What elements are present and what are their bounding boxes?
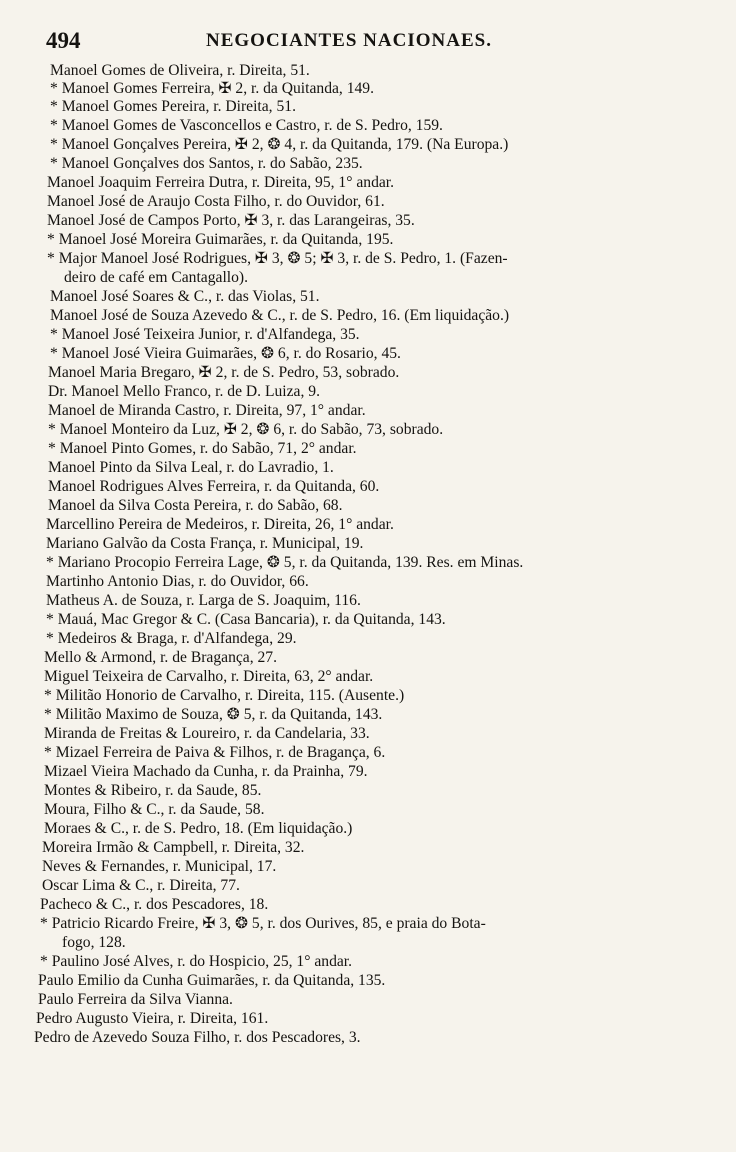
directory-entry: Marcellino Pereira de Medeiros, r. Direita, 26, 1° andar. xyxy=(46,516,394,533)
directory-entry: * Mariano Procopio Ferreira Lage, ❂ 5, r. da Quitanda, 139. Res. em Minas. xyxy=(46,554,524,571)
directory-entry: Manoel José Soares & C., r. das Violas, 51. xyxy=(50,288,320,305)
directory-entry: * Manoel Gonçalves Pereira, ✠ 2, ❂ 4, r. da Quitanda, 179. (Na Europa.) xyxy=(50,136,509,153)
directory-entry: Manoel Joaquim Ferreira Dutra, r. Direita, 95, 1° andar. xyxy=(47,174,395,191)
directory-entry: Pedro de Azevedo Souza Filho, r. dos Pescadores, 3. xyxy=(34,1029,361,1046)
directory-entry: * Medeiros & Braga, r. d'Alfandega, 29. xyxy=(46,630,297,647)
directory-entry: Oscar Lima & C., r. Direita, 77. xyxy=(42,877,240,894)
directory-entry: * Manoel José Moreira Guimarães, r. da Quitanda, 195. xyxy=(47,231,394,248)
directory-entry: Paulo Ferreira da Silva Vianna. xyxy=(38,991,233,1008)
directory-entry: Mizael Vieira Machado da Cunha, r. da Prainha, 79. xyxy=(44,763,368,780)
directory-entry: * Major Manoel José Rodrigues, ✠ 3, ❂ 5; ✠ 3, r. de S. Pedro, 1. (Fazen- xyxy=(47,250,508,267)
directory-entry: Pedro Augusto Vieira, r. Direita, 161. xyxy=(36,1010,269,1027)
directory-entry: Manoel de Miranda Castro, r. Direita, 97, 1° andar. xyxy=(48,402,366,419)
directory-entry: Manoel José de Araujo Costa Filho, r. do Ouvidor, 61. xyxy=(47,193,385,210)
directory-entry: fogo, 128. xyxy=(62,934,126,951)
directory-entry: * Manoel Pinto Gomes, r. do Sabão, 71, 2° andar. xyxy=(48,440,357,457)
directory-entry: * Mizael Ferreira de Paiva & Filhos, r. de Bragança, 6. xyxy=(44,744,386,761)
directory-entry: * Militão Maximo de Souza, ❂ 5, r. da Quitanda, 143. xyxy=(44,706,383,723)
directory-entry: Moreira Irmão & Campbell, r. Direita, 32. xyxy=(42,839,305,856)
directory-entry: * Manoel Gonçalves dos Santos, r. do Sabão, 235. xyxy=(50,155,363,172)
directory-entry: Moraes & C., r. de S. Pedro, 18. (Em liquidação.) xyxy=(44,820,353,837)
directory-entry: * Manoel José Teixeira Junior, r. d'Alfandega, 35. xyxy=(50,326,360,343)
directory-entry: Matheus A. de Souza, r. Larga de S. Joaquim, 116. xyxy=(46,592,361,609)
directory-entry: Paulo Emilio da Cunha Guimarães, r. da Quitanda, 135. xyxy=(38,972,386,989)
directory-entry: Mariano Galvão da Costa França, r. Municipal, 19. xyxy=(46,535,364,552)
directory-entry: * Manoel Gomes Ferreira, ✠ 2, r. da Quitanda, 149. xyxy=(50,80,374,97)
directory-entry: * Mauá, Mac Gregor & C. (Casa Bancaria), r. da Quitanda, 143. xyxy=(46,611,446,628)
directory-entry: Manoel da Silva Costa Pereira, r. do Sabão, 68. xyxy=(48,497,343,514)
directory-entry: Manoel José de Campos Porto, ✠ 3, r. das Larangeiras, 35. xyxy=(47,212,415,229)
directory-entry: Manoel Pinto da Silva Leal, r. do Lavradio, 1. xyxy=(48,459,334,476)
directory-entry: * Manoel Gomes de Vasconcellos e Castro, r. de S. Pedro, 159. xyxy=(50,117,443,134)
directory-entry: Martinho Antonio Dias, r. do Ouvidor, 66. xyxy=(46,573,309,590)
directory-entry: Manoel José de Souza Azevedo & C., r. de S. Pedro, 16. (Em liquidação.) xyxy=(50,307,510,324)
directory-entry: * Manoel José Vieira Guimarães, ❂ 6, r. do Rosario, 45. xyxy=(50,345,401,362)
directory-entry: Miguel Teixeira de Carvalho, r. Direita, 63, 2° andar. xyxy=(44,668,374,685)
directory-entry: Montes & Ribeiro, r. da Saude, 85. xyxy=(44,782,262,799)
directory-entry: Miranda de Freitas & Loureiro, r. da Candelaria, 33. xyxy=(44,725,370,742)
directory-entry: Pacheco & C., r. dos Pescadores, 18. xyxy=(40,896,269,913)
directory-entry: Dr. Manoel Mello Franco, r. de D. Luiza, 9. xyxy=(48,383,320,400)
directory-entry: * Patricio Ricardo Freire, ✠ 3, ❂ 5, r. dos Ourives, 85, e praia do Bota- xyxy=(40,915,486,932)
directory-entry: * Militão Honorio de Carvalho, r. Direita, 115. (Ausente.) xyxy=(44,687,405,704)
directory-entry: Manoel Gomes de Oliveira, r. Direita, 51. xyxy=(50,62,310,79)
page-title: NEGOCIANTES NACIONAES. xyxy=(206,30,492,51)
directory-entry: Manoel Rodrigues Alves Ferreira, r. da Quitanda, 60. xyxy=(48,478,380,495)
directory-entry: * Paulino José Alves, r. do Hospicio, 25, 1° andar. xyxy=(40,953,353,970)
directory-entry: Mello & Armond, r. de Bragança, 27. xyxy=(44,649,277,666)
directory-entry: * Manoel Monteiro da Luz, ✠ 2, ❂ 6, r. do Sabão, 73, sobrado. xyxy=(48,421,444,438)
page-number: 494 xyxy=(46,28,81,53)
directory-entry: * Manoel Gomes Pereira, r. Direita, 51. xyxy=(50,98,296,115)
directory-entry: deiro de café em Cantagallo). xyxy=(64,269,249,286)
directory-entry: Moura, Filho & C., r. da Saude, 58. xyxy=(44,801,265,818)
directory-entry: Neves & Fernandes, r. Municipal, 17. xyxy=(42,858,277,875)
directory-entry: Manoel Maria Bregaro, ✠ 2, r. de S. Pedro, 53, sobrado. xyxy=(48,364,400,381)
